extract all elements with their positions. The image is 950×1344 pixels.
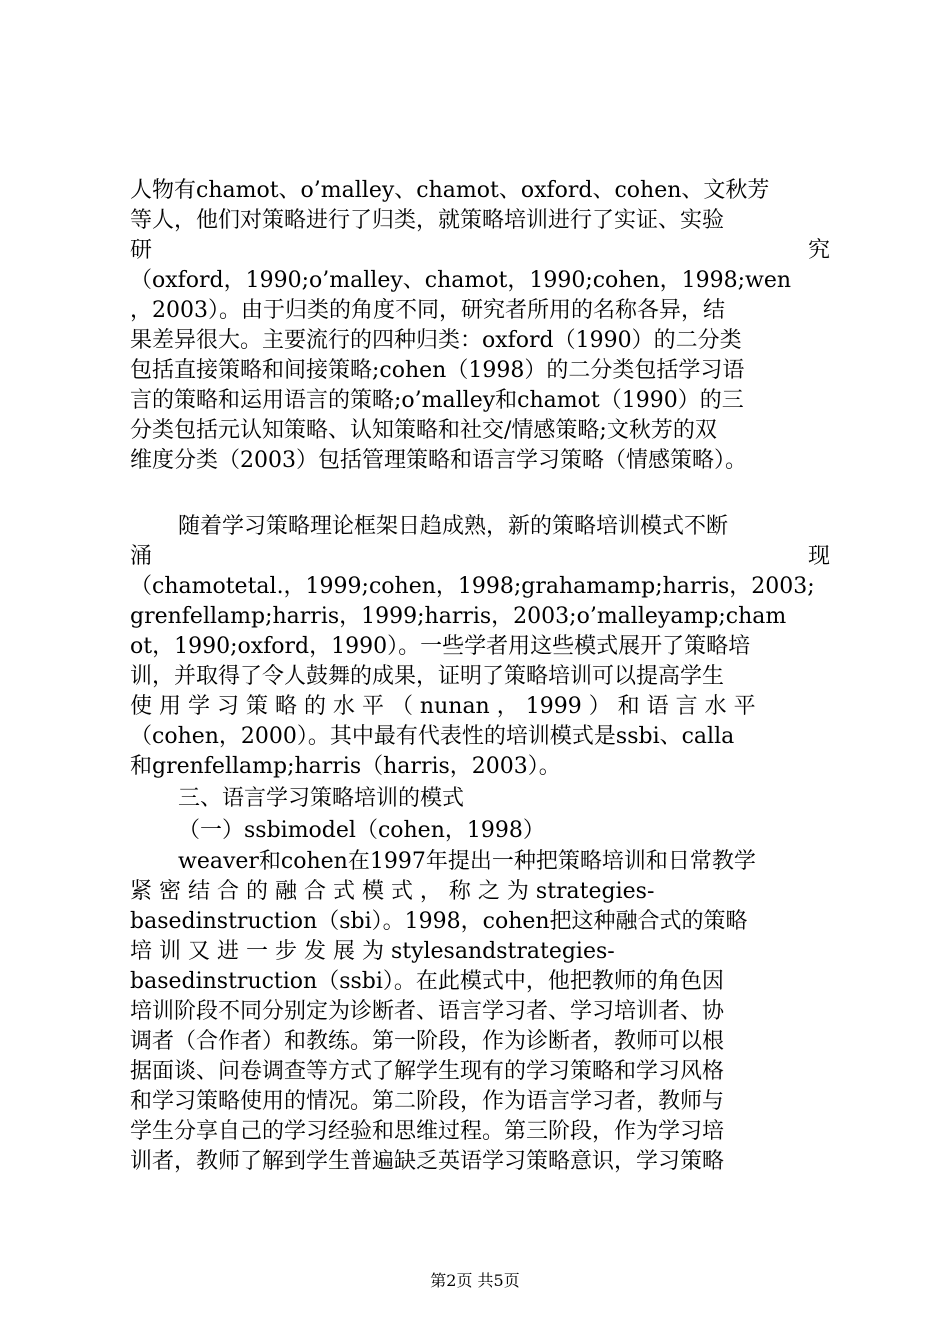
text-line: ot，1990;oxford，1990）。一些学者用这些模式展开了策略培 bbox=[130, 634, 751, 659]
text-line: 紧 密 结 合 的 融 合 式 模 式 ， 称 之 为 strategies- bbox=[130, 879, 655, 904]
section-heading: 三、语言学习策略培训的模式 bbox=[178, 786, 465, 811]
text-line: 言的策略和运用语言的策略;o’malley和chamot（1990）的三 bbox=[130, 388, 744, 413]
text-line: （cohen，2000）。其中最有代表性的培训模式是ssbi、calla bbox=[130, 724, 735, 749]
text-line: （oxford，1990;o’malley、chamot，1990;cohen，1998;wen bbox=[130, 268, 792, 293]
text-line: 包括直接策略和间接策略;cohen（1998）的二分类包括学习语 bbox=[130, 358, 745, 383]
text-line: 和学习策略使用的情况。第二阶段，作为语言学习者，教师与 bbox=[130, 1089, 725, 1114]
text-fragment: 现 bbox=[807, 544, 830, 569]
text-line: 培 训 又 进 一 步 发 展 为 stylesandstrategies- bbox=[130, 939, 615, 964]
text-line: 训者，教师了解到学生普遍缺乏英语学习策略意识，学习策略 bbox=[130, 1149, 725, 1174]
text-fragment: 涌 bbox=[130, 544, 153, 569]
text-line: 学生分享自己的学习经验和思维过程。第三阶段，作为学习培 bbox=[130, 1119, 725, 1144]
text-line: 果差异很大。主要流行的四种归类：oxford（1990）的二分类 bbox=[130, 328, 742, 353]
page-footer: 第2页 共5页 bbox=[430, 1271, 520, 1290]
text-fragment: 究 bbox=[807, 238, 830, 263]
text-line: （chamotetal.，1999;cohen，1998;grahamamp;harris，2003; bbox=[130, 574, 815, 599]
subsection-heading: （一）ssbimodel（cohen，1998） bbox=[178, 818, 545, 843]
text-line: 培训阶段不同分别定为诊断者、语言学习者、学习培训者、协 bbox=[130, 999, 725, 1024]
text-line: 维度分类（2003）包括管理策略和语言学习策略（情感策略）。 bbox=[130, 448, 747, 473]
text-line: 调者（合作者）和教练。第一阶段，作为诊断者，教师可以根 bbox=[130, 1029, 725, 1054]
text-line: basedinstruction（ssbi）。在此模式中，他把教师的角色因 bbox=[130, 969, 724, 994]
text-line: 据面谈、问卷调查等方式了解学生现有的学习策略和学习风格 bbox=[130, 1059, 725, 1084]
text-line-split bbox=[130, 236, 830, 266]
text-line: 人物有chamot、o’malley、chamot、oxford、cohen、文秋芳 bbox=[130, 178, 770, 203]
text-line: 训，并取得了令人鼓舞的成果，证明了策略培训可以提高学生 bbox=[130, 664, 725, 689]
text-fragment: 研 bbox=[130, 238, 153, 263]
text-line: 和grenfellamp;harris（harris，2003）。 bbox=[130, 754, 561, 779]
text-line: 等人，他们对策略进行了归类，就策略培训进行了实证、实验 bbox=[130, 208, 725, 233]
text-line-split bbox=[130, 542, 830, 572]
text-line: 随着学习策略理论框架日趋成熟，新的策略培训模式不断 bbox=[178, 514, 729, 539]
text-line: weaver和cohen在1997年提出一种把策略培训和日常教学 bbox=[178, 849, 756, 874]
text-line: 使 用 学 习 策 略 的 水 平 （ nunan ， 1999 ） 和 语 言 水 平 bbox=[130, 694, 756, 719]
text-line: ，2003）。由于归类的角度不同，研究者所用的名称各异，结 bbox=[130, 298, 725, 323]
text-line: grenfellamp;harris，1999;harris，2003;o’malleyamp;cham bbox=[130, 604, 787, 629]
text-line: basedinstruction（sbi）。1998，cohen把这种融合式的策略 bbox=[130, 909, 748, 934]
text-line: 分类包括元认知策略、认知策略和社交/情感策略;文秋芳的双 bbox=[130, 418, 717, 443]
